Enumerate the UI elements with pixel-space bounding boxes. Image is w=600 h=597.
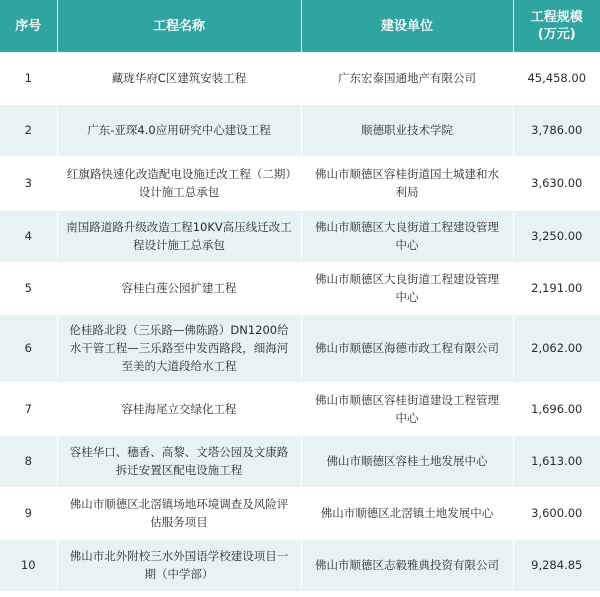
- row-project-scale: 9,284.85: [513, 539, 600, 591]
- row-project-name: 广东-亚琛4.0应用研究中心建设工程: [57, 104, 301, 156]
- table-row: [0, 210, 600, 262]
- row-index: 6: [0, 314, 57, 382]
- row-index: 9: [0, 487, 57, 539]
- row-construction-unit: 佛山市顺德区容桂街道国土城建和水利局: [301, 156, 513, 210]
- table-row: [0, 156, 600, 210]
- table-row: [0, 382, 600, 435]
- row-index: 3: [0, 156, 57, 210]
- row-index: 7: [0, 382, 57, 435]
- row-project-name: 佛山市北外附校三水外国语学校建设项目一期（中学部）: [57, 539, 301, 591]
- table-header: [0, 0, 600, 52]
- table-row: [0, 104, 600, 156]
- row-construction-unit: 佛山市顺德区北滘镇土地发展中心: [301, 487, 513, 539]
- row-project-name: 伦桂路北段（三乐路—佛陈路）DN1200给水干管工程—三乐路至中发西路段，细海河至美的大道段给水工程: [57, 314, 301, 382]
- row-project-name: 红旗路快速化改造配电设施迁改工程（二期）设计施工总承包: [57, 156, 301, 210]
- row-project-scale: 3,250.00: [513, 210, 600, 262]
- row-project-scale: 3,786.00: [513, 104, 600, 156]
- header-index: 序号: [0, 0, 57, 52]
- row-construction-unit: 佛山市顺德区容桂土地发展中心: [301, 435, 513, 487]
- row-project-name: 佛山市顺德区北滘镇场地环境调查及风险评估服务项目: [57, 487, 301, 539]
- row-project-name: 容桂白莲公园扩建工程: [57, 262, 301, 314]
- row-index: 8: [0, 435, 57, 487]
- row-project-scale: 3,630.00: [513, 156, 600, 210]
- row-construction-unit: 广东宏泰国通地产有限公司: [301, 52, 513, 104]
- table-row: [0, 314, 600, 382]
- header-construction-unit: 建设单位: [301, 0, 513, 52]
- row-project-scale: 2,191.00: [513, 262, 600, 314]
- row-index: 1: [0, 52, 57, 104]
- row-project-name: 容桂海尾立交绿化工程: [57, 382, 301, 435]
- row-construction-unit: 顺德职业技术学院: [301, 104, 513, 156]
- row-index: 2: [0, 104, 57, 156]
- row-index: 10: [0, 539, 57, 591]
- row-construction-unit: 佛山市顺德区大良街道工程建设管理中心: [301, 210, 513, 262]
- row-project-scale: 3,600.00: [513, 487, 600, 539]
- row-project-scale: 1,613.00: [513, 435, 600, 487]
- row-index: 5: [0, 262, 57, 314]
- table-row: [0, 262, 600, 314]
- row-construction-unit: 佛山市顺德区容桂街道建设工程管理中心: [301, 382, 513, 435]
- row-construction-unit: 佛山市顺德区大良街道工程建设管理中心: [301, 262, 513, 314]
- row-construction-unit: 佛山市顺德区志毅雅典投资有限公司: [301, 539, 513, 591]
- row-project-name: 南国路道路升级改造工程10KV高压线迁改工程设计施工总承包: [57, 210, 301, 262]
- table-row: [0, 487, 600, 539]
- table-row: [0, 52, 600, 104]
- table-body: [0, 52, 600, 591]
- row-index: 4: [0, 210, 57, 262]
- row-project-scale: 1,696.00: [513, 382, 600, 435]
- row-project-name: 藏珑华府C区建筑安装工程: [57, 52, 301, 104]
- row-project-scale: 45,458.00: [513, 52, 600, 104]
- header-project-name: 工程名称: [57, 0, 301, 52]
- header-project-scale: 工程规模 (万元): [513, 0, 600, 52]
- table-row: [0, 435, 600, 487]
- row-construction-unit: 佛山市顺德区海德市政工程有限公司: [301, 314, 513, 382]
- row-project-name: 容桂华口、穗香、高黎、文塔公园及文康路拆迁安置区配电设施工程: [57, 435, 301, 487]
- table-row: [0, 539, 600, 591]
- row-project-scale: 2,062.00: [513, 314, 600, 382]
